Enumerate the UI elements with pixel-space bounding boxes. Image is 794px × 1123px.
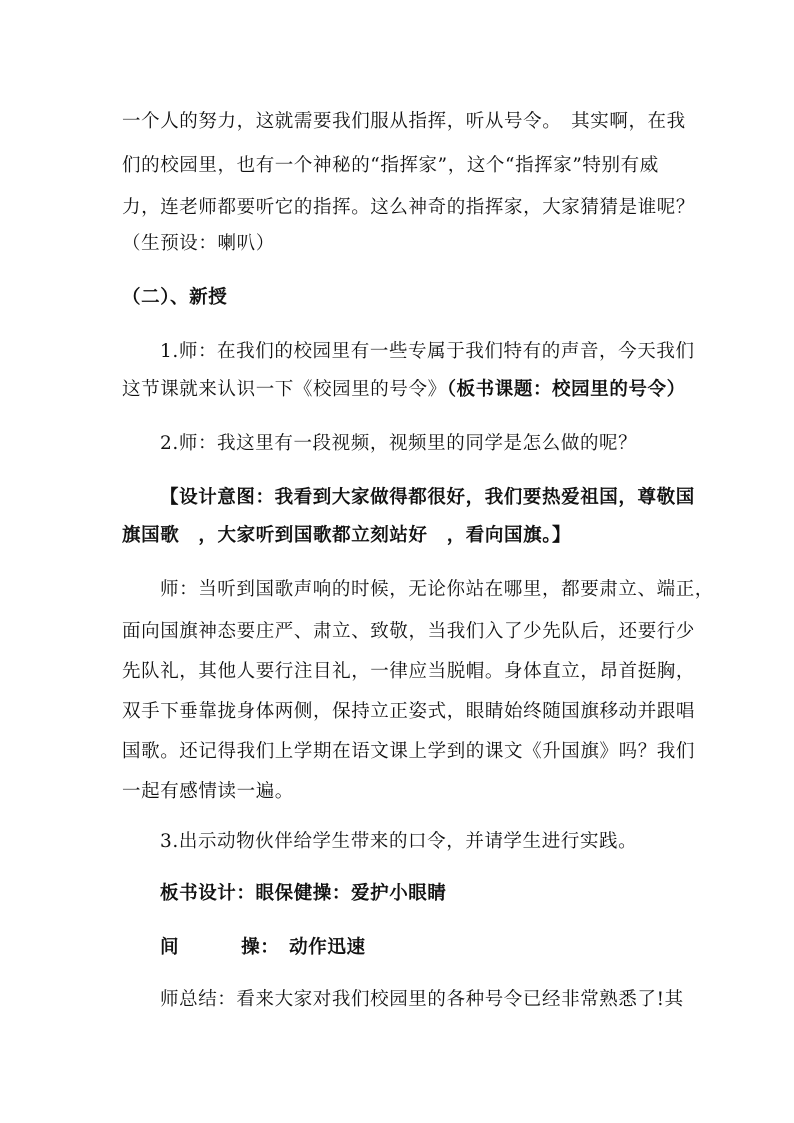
design-intent-line-1: 【设计意图：我看到大家做得都很好，我们要热爱祖国，尊敬国 [160,487,695,508]
intro-line-1: 一个人的努力，这就需要我们服从指挥，听从号令。 其实啊，在我 [122,111,686,132]
board-action: 动作迅速 [289,937,366,958]
step1-board-title: （板书课题：校园里的号令） [446,379,686,400]
section-heading: （二）、新授 [122,287,228,308]
board-design-line-2 [160,936,720,960]
teacher-line-3: 先队礼，其他人要行注目礼，一律应当脱帽。身体直立，昂首挺胸， [122,661,696,682]
board-design-line-1: 板书设计：眼保健操：爱护小眼睛 [160,883,447,904]
step1-text: 这节课就来认识一下《校园里的号令》 [122,379,447,400]
step1-line-2 [122,378,686,402]
board-cao: 操： [241,937,271,958]
step3-line: 3.出示动物伙伴给学生带来的口令，并请学生进行实践。 [160,831,638,852]
teacher-line-5: 国歌。还记得我们上学期在语文课上学到的课文《升国旗》吗？我们 [122,741,696,762]
teacher-line-6: 一起有感情读一遍。 [122,781,294,802]
teacher-line-2: 面向国旗神态要庄严、肃立、致敬，当我们入了少先队后，还要行少 [122,621,696,642]
teacher-line-1: 师：当听到国歌声响的时候，无论你站在哪里，都要肃立、端正， [160,579,714,600]
intro-line-2: 们的校园里，也有一个神秘的“指挥家”，这个“指挥家”特别有威 [122,155,659,176]
intro-line-3: 力，连老师都要听它的指挥。这么神奇的指挥家，大家猜猜是谁呢？ [122,197,696,218]
step1-line-1: 1.师：在我们的校园里有一些专属于我们特有的声音，今天我们 [160,341,695,362]
design-intent-line-2: 旗国歌 ，大家听到国歌都立刻站好 ，看向国旗。】 [122,525,572,546]
intro-line-4: （生预设：喇叭） [122,233,275,254]
step2-line: 2.师：我这里有一段视频，视频里的同学是怎么做的呢？ [160,433,638,454]
board-jian: 间 [160,937,180,958]
summary-line: 师总结：看来大家对我们校园里的各种号令已经非常熟悉了!其 [160,989,684,1010]
teacher-line-4: 双手下垂靠拢身体两侧，保持立正姿式，眼睛始终随国旗移动并跟唱 [122,701,696,722]
